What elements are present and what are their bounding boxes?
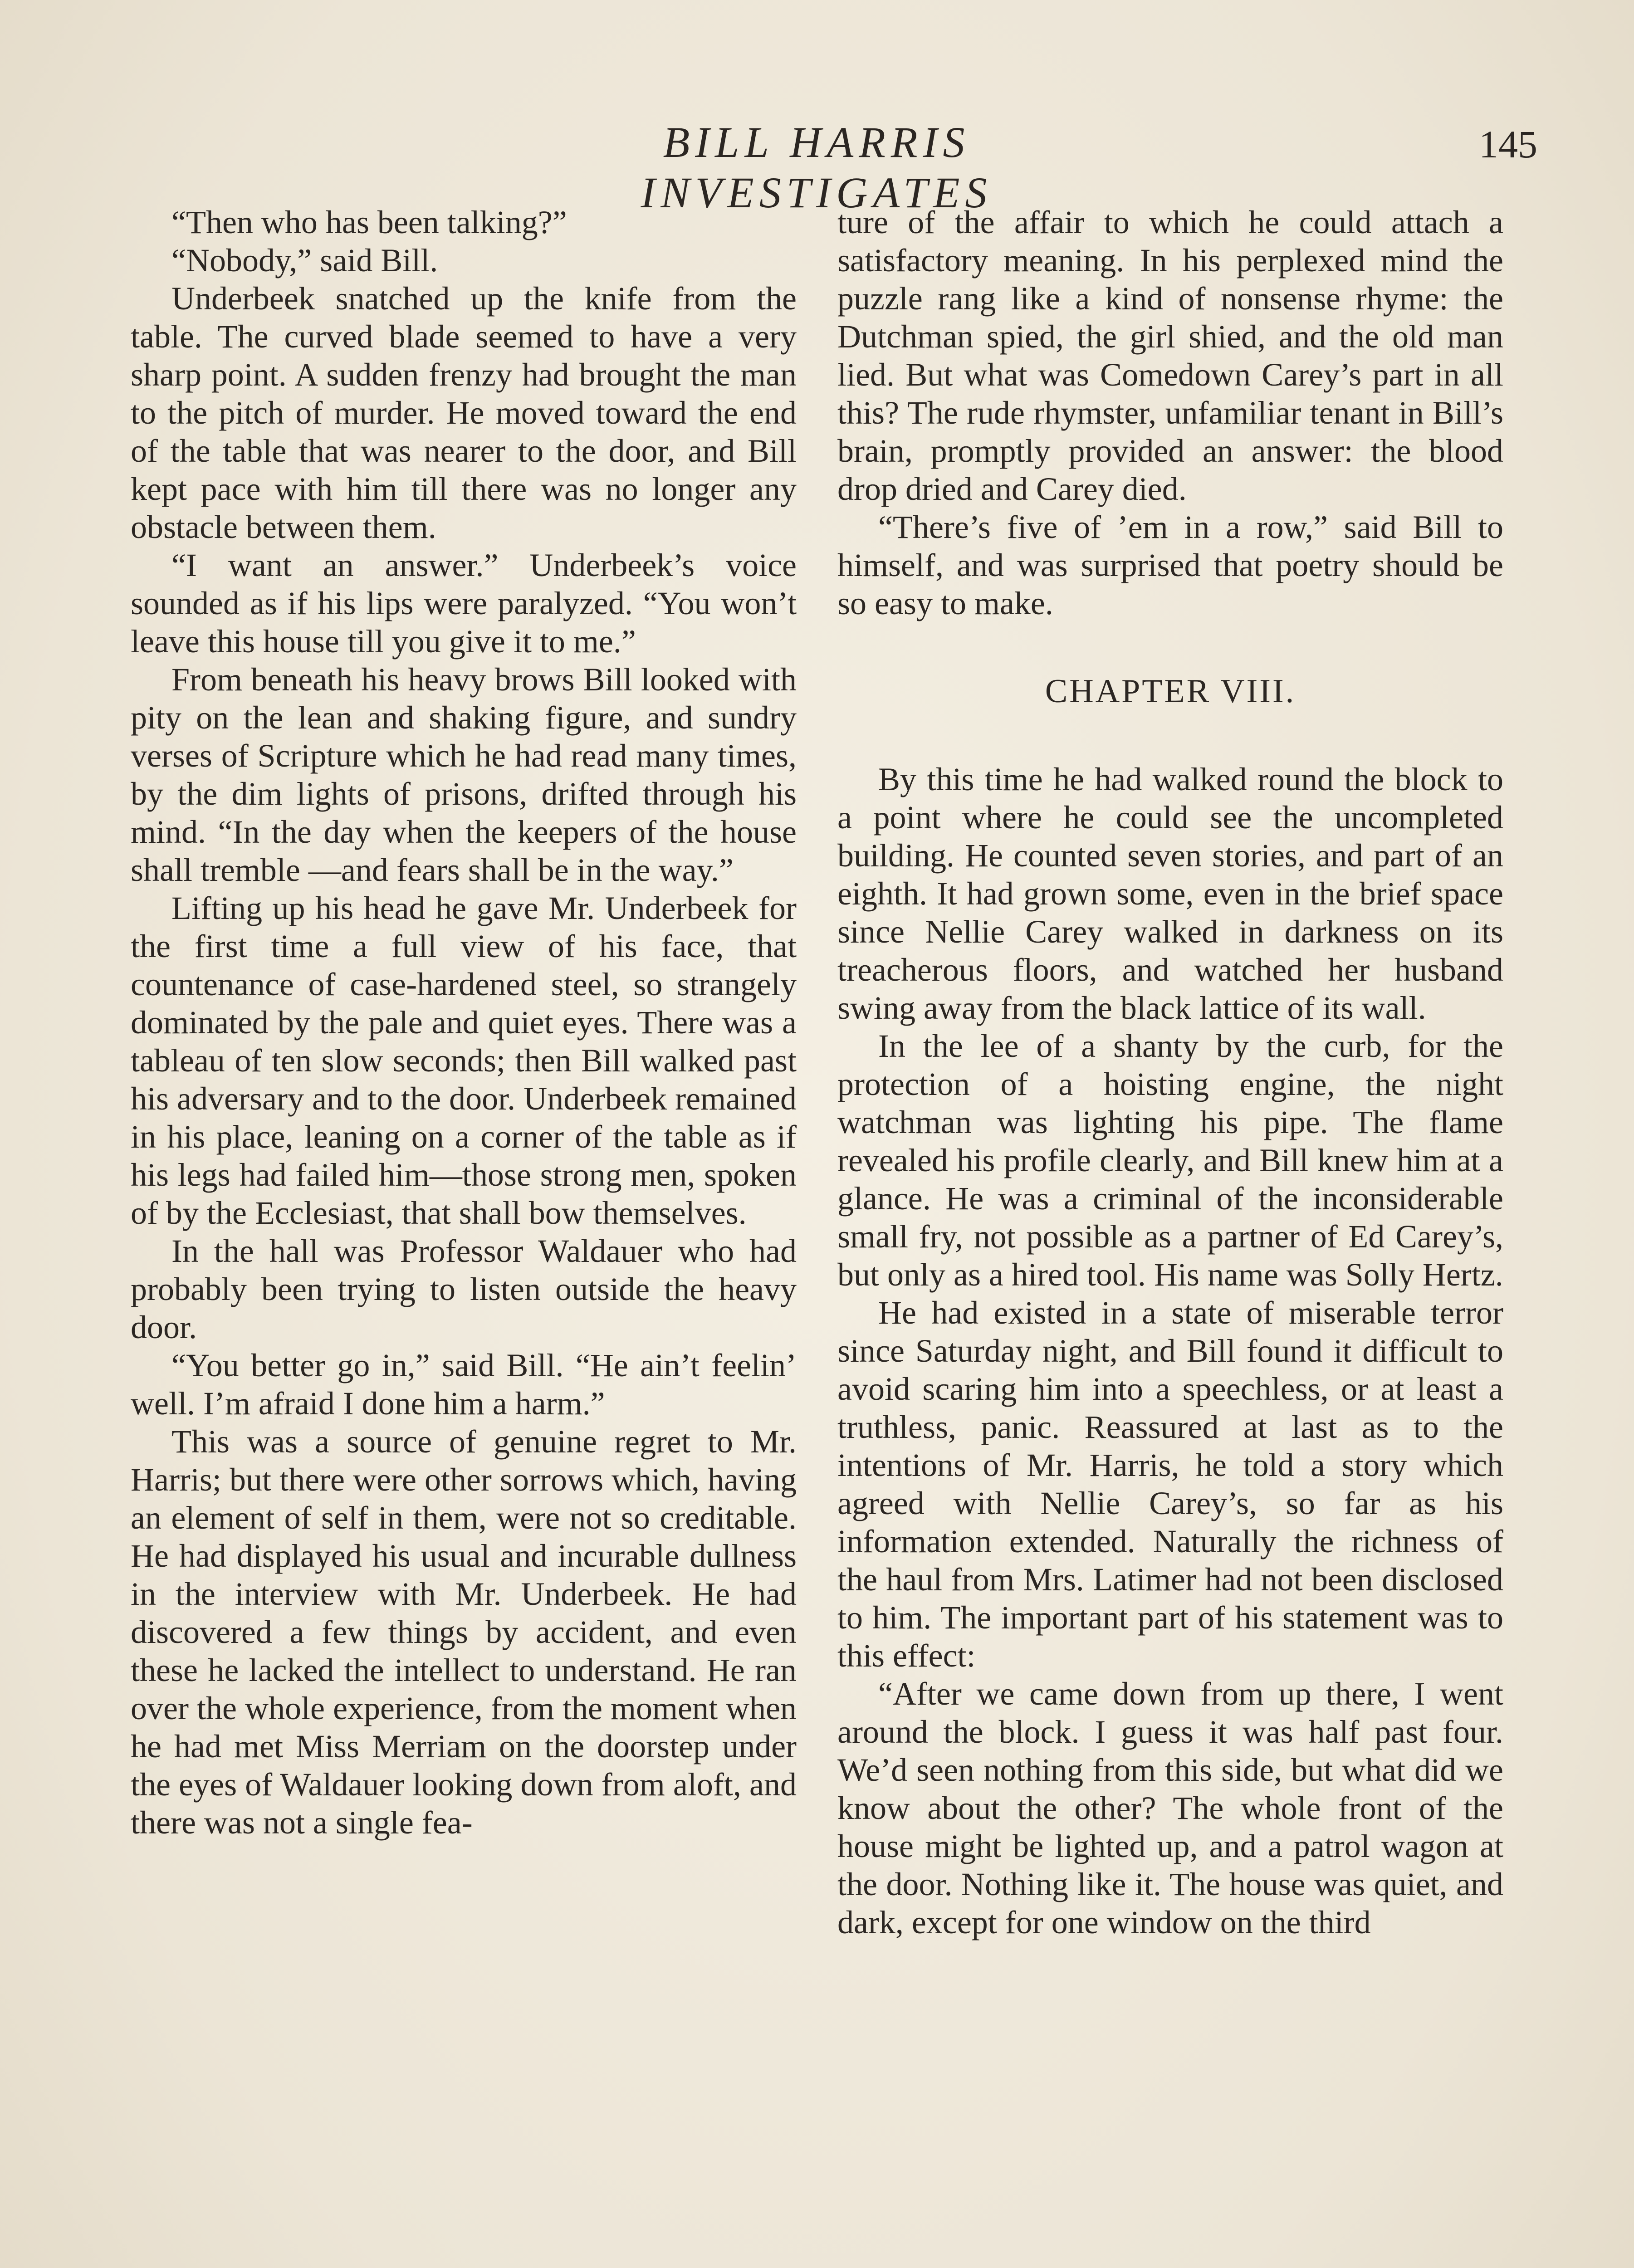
paragraph: “Then who has been talking?”	[171, 204, 567, 240]
paragraph: “You better go in,” said Bill. “He ain’t feelin’ well. I’m afraid I done him a harm.”	[131, 1347, 797, 1422]
paragraph: In the hall was Professor Waldauer who had probably been trying to listen outside the heavy door.	[131, 1233, 797, 1345]
paragraph: “I want an answer.” Underbeek’s voice sounded as if his lips were paralyzed. “You won’t leave this house till you give it to me.”	[131, 547, 797, 660]
paragraph: From beneath his heavy brows Bill looked with pity on the lean and shaking figure, and sundry verses of Scripture which he had read many times, by the dim lights of prisons, drifted through his mind. “In the day when the keepers of the house shall tremble —and fears shall be in the way.”	[131, 661, 797, 888]
running-header-title: BILL HARRIS INVESTIGATES	[641, 118, 993, 217]
paragraph: By this time he had walked round the block to a point where he could see the uncompleted building. He counted seven stories, and part of an eighth. It had grown some, even in the brief space since Nellie Carey walked in darkness on its treacherous floors, and watched her husband swing away from the black lattice of its wall.	[837, 761, 1503, 1026]
paragraph: Lifting up his head he gave Mr. Underbeek for the first time a full view of his face, that countenance of case-hardened steel, so strangely dominated by the pale and quiet eyes. There was a tableau of ten slow seconds; then Bill walked past his adversary and to the door. Underbeek remained in his place, leaning on a corner of the table as if his legs had failed him—those strong men, spoken of by the Ecclesiast, that shall bow themselves.	[131, 890, 797, 1231]
left-text-column	[131, 203, 797, 1842]
paragraph: “There’s five of ’em in a row,” said Bill to himself, and was surprised that poetry should be so easy to make.	[837, 509, 1503, 621]
paragraph-continued: ture of the affair to which he could attach a satisfactory meaning. In his perplexed mind the puzzle rang like a kind of nonsense rhyme: the Dutchman spied, the girl shied, and the old man lied. But what was Comedown Carey’s part in all this? The rude rhymster, unfamiliar tenant in Bill’s brain, promptly provided an answer: the blood drop dried and Carey died.	[837, 204, 1503, 507]
paragraph: This was a source of genuine regret to Mr. Harris; but there were other sorrows which, having an element of self in them, were not so creditable. He had displayed his usual and incurable dullness in the interview with Mr. Underbeek. He had discovered a few things by accident, and even these he lacked the intellect to understand. He ran over the whole experience, from the moment when he had met Miss Merriam on the doorstep under the eyes of Waldauer looking down from aloft, and there was not a single fea-	[131, 1423, 797, 1841]
chapter-heading: CHAPTER VIII.	[1045, 673, 1296, 710]
paragraph: He had existed in a state of miserable terror since Saturday night, and Bill found it difficult to avoid scaring him into a speechless, or at least a truthless, panic. Reassured at last as to the intentions of Mr. Harris, he told a story which agreed with Nellie Carey’s, so far as his information extended. Naturally the richness of the haul from Mrs. Latimer had not been disclosed to him. The important part of his statement was to this effect:	[837, 1295, 1503, 1674]
paragraph: Underbeek snatched up the knife from the table. The curved blade seemed to have a very sharp point. A sudden frenzy had brought the man to the pitch of murder. He moved toward the end of the table that was nearer to the door, and Bill kept pace with him till there was no longer any obstacle between them.	[131, 280, 797, 545]
page-number: 145	[1479, 122, 1537, 166]
paragraph: “Nobody,” said Bill.	[171, 242, 438, 279]
paragraph: “After we came down from up there, I went around the block. I guess it was half past four. We’d seen nothing from this side, but what did we know about the other? The whole front of the house might be lighted up, and a patrol wagon at the door. Nothing like it. The house was quiet, and dark, except for one window on the third	[837, 1676, 1503, 1941]
paragraph: In the lee of a shanty by the curb, for the protection of a hoisting engine, the night watchman was lighting his pipe. The flame revealed his profile clearly, and Bill knew him at a glance. He was a criminal of the inconsiderable small fry, not possible as a partner of Ed Carey’s, but only as a hired tool. His name was Solly Hertz.	[837, 1028, 1503, 1293]
right-text-column	[837, 203, 1503, 1941]
